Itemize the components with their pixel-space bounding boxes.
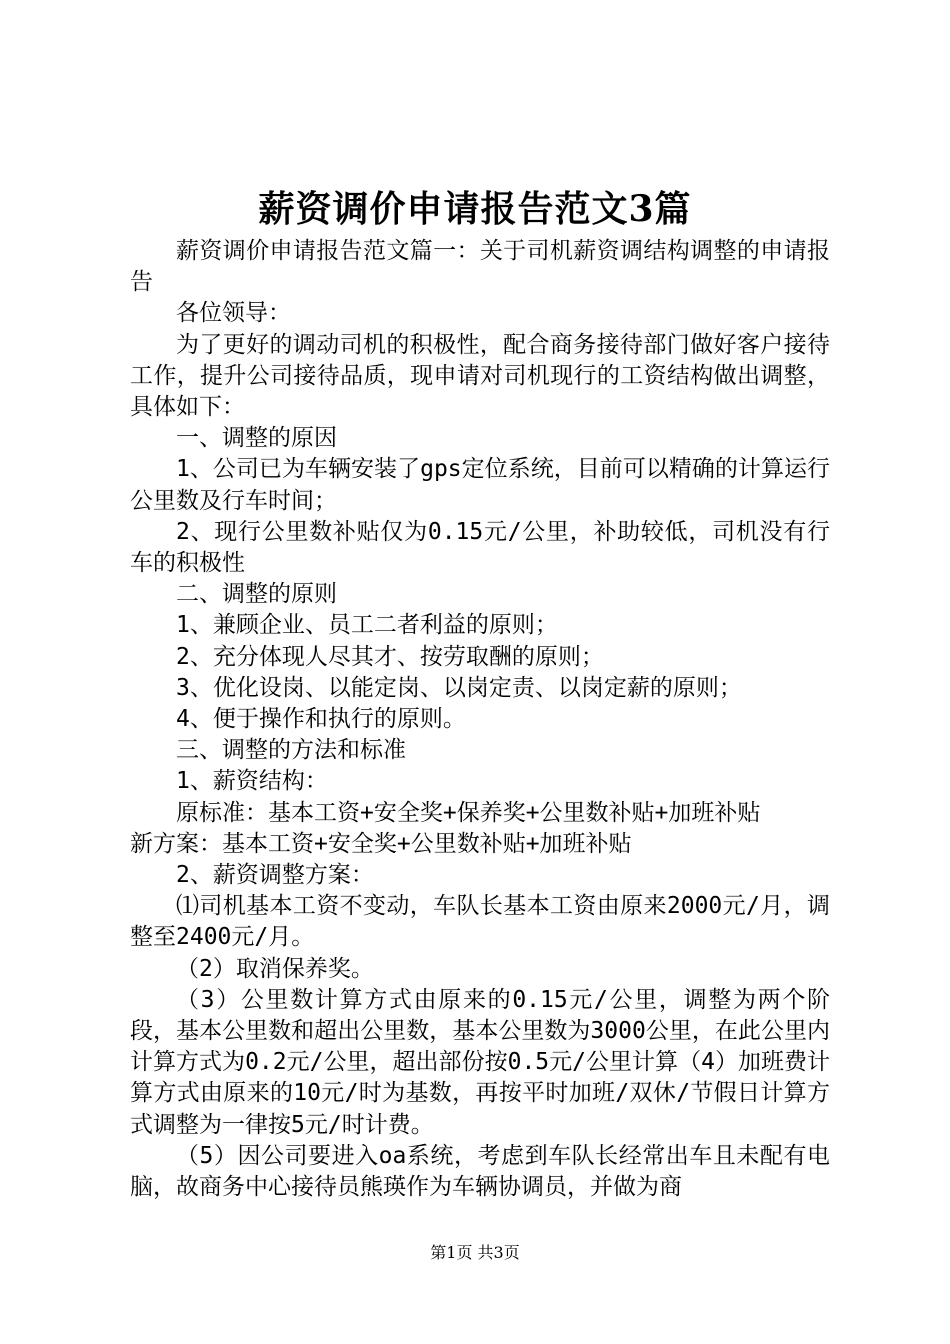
paragraph: 2、现行公里数补贴仅为0.15元/公里，补助较低，司机没有行车的积极性 — [130, 518, 830, 577]
paragraph: （3）公里数计算方式由原来的0.15元/公里，调整为两个阶段，基本公里数和超出公里数，基本公里数为3000公里，在此公里内计算方式为0.2元/公里，超出部份按0.5元/公里计算（4）加班费计算方式由原来的10元/时为基数，再按平时加班/双休/节假日计算方式调整为一律按5元/时计费。 — [130, 986, 830, 1138]
document-body — [130, 236, 830, 1203]
paragraph: 1、薪资结构： — [176, 768, 328, 795]
paragraph: 新方案：基本工资+安全奖+公里数补贴+加班补贴 — [130, 830, 632, 857]
section-heading: 二、调整的原则 — [176, 581, 337, 608]
paragraph: （5）因公司要进入oa系统，考虑到车队长经常出车且未配有电脑，故商务中心接待员熊瑛作为车辆协调员，并做为商 — [130, 1142, 830, 1201]
paragraph: 各位领导： — [176, 300, 291, 327]
paragraph: 薪资调价申请报告范文篇一：关于司机薪资调结构调整的申请报告 — [130, 238, 830, 296]
paragraph: 2、充分体现人尽其才、按劳取酬的原则； — [176, 643, 604, 670]
paragraph: 原标准：基本工资+安全奖+保养奖+公里数补贴+加班补贴 — [176, 799, 761, 826]
paragraph: 2、薪资调整方案： — [176, 862, 374, 889]
paragraph: 3、优化设岗、以能定岗、以岗定责、以岗定薪的原则； — [176, 674, 742, 701]
page-footer: 第1页 共3页 — [430, 1243, 520, 1262]
paragraph: ⑴司机基本工资不变动，车队长基本工资由原来2000元/月，调整至2400元/月。 — [130, 893, 830, 951]
paragraph: （2）取消保养奖。 — [176, 955, 374, 982]
paragraph: 1、公司已为车辆安装了gps定位系统，目前可以精确的计算运行公里数及行车时间； — [130, 456, 830, 514]
paragraph: 1、兼顾企业、员工二者利益的原则； — [176, 612, 558, 639]
section-heading: 三、调整的方法和标准 — [176, 737, 406, 764]
document-title: 薪资调价申请报告范文3篇 — [258, 188, 692, 230]
paragraph: 4、便于操作和执行的原则。 — [176, 706, 466, 733]
section-heading: 一、调整的原因 — [176, 425, 337, 452]
paragraph: 为了更好的调动司机的积极性，配合商务接待部门做好客户接待工作，提升公司接待品质，现申请对司机现行的工资结构做出调整，具体如下： — [130, 331, 830, 421]
